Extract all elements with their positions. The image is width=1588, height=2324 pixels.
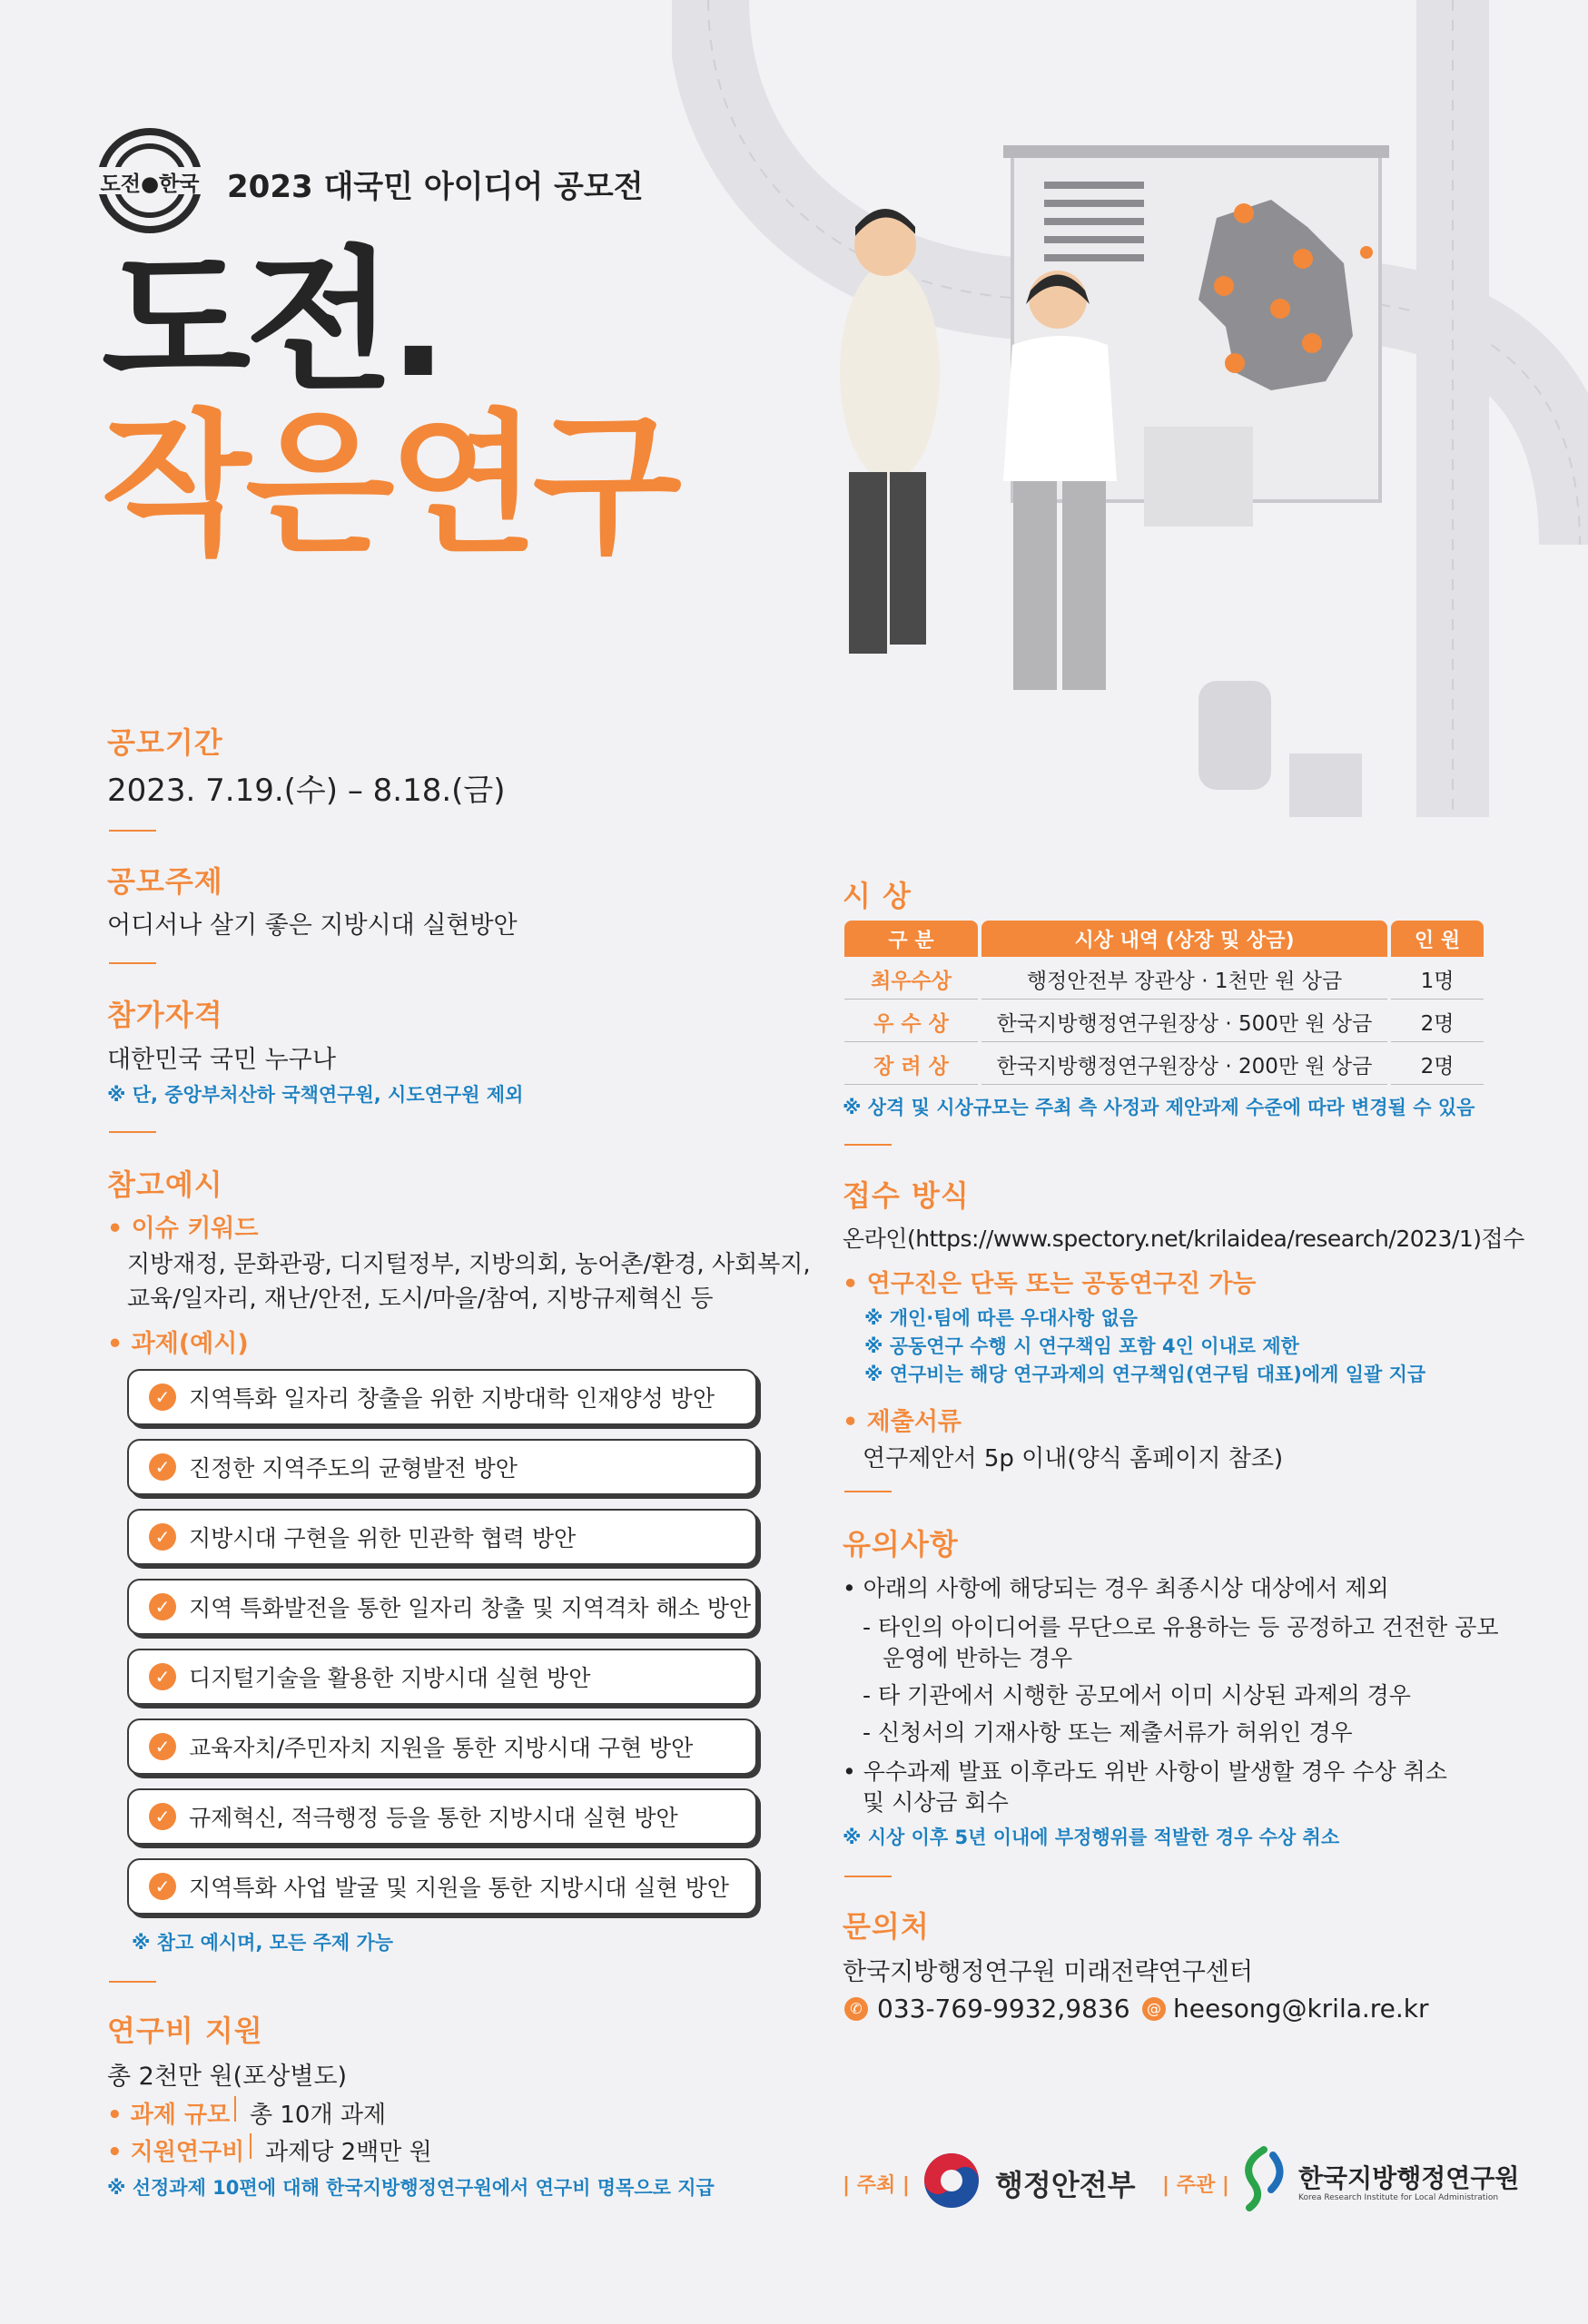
period-value: 2023. 7.19.(수) – 8.18.(금) [107, 773, 506, 809]
divider [109, 1981, 156, 1983]
table-row [844, 1044, 1484, 1085]
award-category: 최우수상 [844, 959, 978, 1000]
check-icon: ✓ [149, 1663, 176, 1690]
task-text: 지역 특화발전을 통한 일자리 창출 및 지역격차 해소 방안 [189, 1595, 752, 1621]
task-item [127, 1509, 757, 1565]
presentation-illustration [799, 100, 1489, 826]
divider [844, 1876, 892, 1877]
mois-logo [922, 2152, 981, 2210]
logo-text: 도전●한국 [100, 172, 200, 196]
award-details: 한국지방행정연구원장상 · 500만 원 상금 [981, 1001, 1387, 1042]
contact-org: 한국지방행정연구원 미래전략연구센터 [843, 1958, 1253, 1986]
task-item [127, 1579, 757, 1635]
cautions-note: ※ 시상 이후 5년 이내에 부정행위를 적발한 경우 수상 취소 [843, 1827, 1340, 1848]
divider [109, 830, 156, 832]
awards-col-category: 구 분 [844, 921, 978, 957]
contact-phone: 033-769-9932,9836 [877, 1994, 1130, 2024]
eligibility-value: 대한민국 국민 누구나 [107, 1046, 336, 1074]
funding-total: 총 2천만 원(포상별도) [107, 2063, 348, 2091]
divider [844, 1491, 892, 1492]
task-item [127, 1369, 757, 1425]
funding-heading: 연구비 지원 [107, 2014, 263, 2048]
task-label: • 과제(예시) [107, 1330, 249, 1358]
funding-scale-label: • 과제 규모 [107, 2102, 231, 2129]
contact-email: heesong@krila.re.kr [1173, 1994, 1429, 2024]
caution-item-1: • 아래의 사항에 해당되는 경우 최종시상 대상에서 제외 [843, 1575, 1389, 1601]
separator [234, 2096, 236, 2122]
team-label: • 연구진은 단독 또는 공동연구진 가능 [843, 1270, 1257, 1298]
task-text: 지역특화 사업 발굴 및 지원을 통한 지방시대 실현 방안 [189, 1875, 729, 1901]
keyword-label: • 이슈 키워드 [107, 1215, 259, 1243]
task-text: 규제혁신, 적극행정 등을 통한 지방시대 실현 방안 [189, 1805, 678, 1831]
main-title-line1: 도전. [102, 232, 443, 412]
theme-heading: 공모주제 [107, 864, 223, 899]
contact-heading: 문의처 [843, 1909, 930, 1944]
award-count: 2명 [1391, 1001, 1484, 1042]
main-title-line2: 작은연구 [102, 396, 676, 576]
funding-scale-value: 총 10개 과제 [250, 2102, 387, 2129]
caution-sub-2: - 타 기관에서 시행한 공모에서 이미 시상된 과제의 경우 [863, 1682, 1411, 1709]
funding-note: ※ 선정과제 10편에 대해 한국지방행정연구원에서 연구비 명목으로 지급 [107, 2177, 715, 2199]
submission-online: 온라인(https://www.spectory.net/krilaidea/research/2023/1)접수 [843, 1226, 1524, 1252]
check-icon: ✓ [149, 1523, 176, 1551]
caution-item-2b: 및 시상금 회수 [863, 1789, 1009, 1816]
task-item [127, 1649, 757, 1705]
check-icon: ✓ [149, 1803, 176, 1830]
eligibility-note: ※ 단, 중앙부처산하 국책연구원, 시도연구원 제외 [107, 1084, 524, 1106]
organizer-name: 한국지방행정연구원 [1298, 2163, 1520, 2193]
check-icon: ✓ [149, 1873, 176, 1900]
check-icon: ✓ [149, 1733, 176, 1760]
award-count: 1명 [1391, 959, 1484, 1000]
host-label: | 주최 | [843, 2174, 910, 2197]
team-note-3: ※ 연구비는 해당 연구과제의 연구책임(연구팀 대표)에게 일괄 지급 [864, 1364, 1426, 1385]
task-text: 진정한 지역주도의 균형발전 방안 [189, 1455, 518, 1482]
awards-header-row [844, 921, 1484, 957]
award-category: 우 수 상 [844, 1001, 978, 1042]
organizer-sub: Korea Research Institute for Local Administration [1298, 2193, 1499, 2202]
funding-amount-value: 과제당 2백만 원 [265, 2139, 432, 2166]
docs-label: • 제출서류 [843, 1408, 962, 1436]
theme-value: 어디서나 살기 좋은 지방시대 실현방안 [107, 911, 518, 940]
awards-note: ※ 상격 및 시상규모는 주최 측 사정과 제안과제 수준에 따라 변경될 수 있음 [843, 1097, 1475, 1118]
task-item [127, 1788, 757, 1845]
award-details: 행정안전부 장관상 · 1천만 원 상금 [981, 959, 1387, 1000]
period-heading: 공모기간 [107, 725, 223, 760]
check-icon: ✓ [149, 1593, 176, 1620]
caution-sub-1a: - 타인의 아이디어를 무단으로 유용하는 등 공정하고 건전한 공모 [863, 1614, 1499, 1640]
examples-heading: 참고예시 [107, 1167, 223, 1202]
award-category: 장 려 상 [844, 1044, 978, 1085]
caution-item-2a: • 우수과제 발표 이후라도 위반 사항이 발생할 경우 수상 취소 [843, 1758, 1447, 1785]
caution-sub-3: - 신청서의 기재사항 또는 제출서류가 허위인 경우 [863, 1719, 1353, 1746]
examples-note: ※ 참고 예시며, 모든 주제 가능 [132, 1932, 394, 1954]
award-count: 2명 [1391, 1044, 1484, 1085]
email-icon: @ [1142, 1997, 1166, 2021]
table-row [844, 1001, 1484, 1042]
organizer-label: | 주관 | [1162, 2174, 1229, 2197]
divider [109, 1131, 156, 1133]
divider [844, 1144, 892, 1146]
awards-heading: 시 상 [843, 879, 912, 913]
task-item [127, 1718, 757, 1775]
task-text: 지역특화 일자리 창출을 위한 지방대학 인재양성 방안 [189, 1385, 715, 1412]
table-row [844, 959, 1484, 1000]
team-note-2: ※ 공동연구 수행 시 연구책임 포함 4인 이내로 제한 [864, 1335, 1299, 1357]
award-details: 한국지방행정연구원장상 · 200만 원 상금 [981, 1044, 1387, 1085]
divider [109, 962, 156, 964]
task-item [127, 1858, 757, 1915]
krila-logo [1237, 2146, 1291, 2211]
task-text: 지방시대 구현을 위한 민관학 협력 방안 [189, 1525, 577, 1551]
caution-sub-1b: 운영에 반하는 경우 [883, 1645, 1073, 1671]
awards-col-details: 시상 내역 (상장 및 상금) [981, 921, 1387, 957]
host-name: 행정안전부 [995, 2168, 1136, 2202]
keyword-line2: 교육/일자리, 재난/안전, 도시/마을/참여, 지방규제혁신 등 [127, 1285, 714, 1313]
check-icon: ✓ [149, 1384, 176, 1411]
keyword-line1: 지방재정, 문화관광, 디지털정부, 지방의회, 농어촌/환경, 사회복지, [127, 1251, 811, 1278]
docs-value: 연구제안서 5p 이내(양식 홈페이지 참조) [863, 1445, 1284, 1472]
task-item [127, 1439, 757, 1495]
awards-col-count: 인 원 [1391, 921, 1484, 957]
team-note-1: ※ 개인·팀에 따른 우대사항 없음 [864, 1307, 1139, 1329]
task-text: 교육자치/주민자치 지원을 통한 지방시대 구현 방안 [189, 1735, 694, 1761]
phone-icon: ✆ [844, 1997, 868, 2021]
awards-table [841, 919, 1487, 1087]
task-text: 디지털기술을 활용한 지방시대 실현 방안 [189, 1665, 591, 1691]
check-icon: ✓ [149, 1453, 176, 1481]
contest-subtitle: 2023 대국민 아이디어 공모전 [227, 169, 644, 205]
funding-amount-label: • 지원연구비 [107, 2139, 245, 2166]
submission-heading: 접수 방식 [843, 1178, 970, 1213]
cautions-heading: 유의사항 [843, 1527, 959, 1561]
separator [250, 2133, 252, 2159]
contest-logo [96, 127, 203, 234]
eligibility-heading: 참가자격 [107, 998, 223, 1032]
